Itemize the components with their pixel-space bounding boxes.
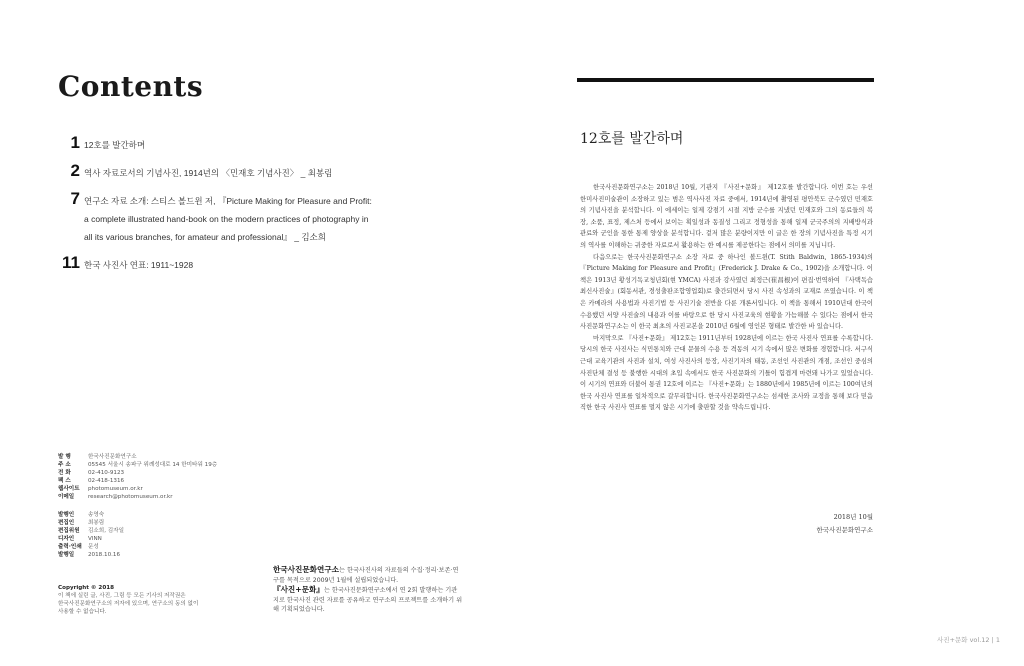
colophon-label: 발 행 <box>58 454 71 460</box>
colophon-value: 05545 서울시 송파구 위례성대로 14 한미타워 19층 <box>88 462 218 469</box>
colophon-label: 웹사이트 <box>58 486 80 493</box>
about-institute <box>273 565 463 615</box>
toc-title-continued: a complete illustrated hand-book on the modern practices of photography in <box>84 214 369 224</box>
toc-title: 역사 자료로서의 기념사진, 1914년의 〈민재호 기념사진〉 _ 최봉림 <box>84 168 333 178</box>
colophon-label: 발행일 <box>58 552 75 559</box>
colophon-label: 전 화 <box>58 470 71 477</box>
colophon-value: 김소희, 김자일 <box>88 527 124 534</box>
toc-number: 7 <box>70 189 80 208</box>
copyright-line: 한국사진문화연구소의 저자에 있으며, 연구소의 동의 없이 <box>58 601 199 607</box>
page-footer: 사진+문화 vol.12 | 1 <box>936 636 1000 644</box>
colophon-row <box>58 461 217 469</box>
toc-entry[interactable] <box>58 253 478 274</box>
copyright-line: 사용할 수 없습니다. <box>58 609 107 615</box>
title-rule <box>577 78 874 82</box>
website-link[interactable]: photomuseum.or.kr <box>88 486 143 493</box>
colophon-row <box>58 551 217 559</box>
colophon-row <box>58 493 217 501</box>
article-date: 2018년 10월 <box>833 513 873 521</box>
paragraph: 다음으로는 한국사진문화연구소 소장 자료 중 하나인 볼드윈(T. Stith Baldwin, 1865-1934)의 『Picture Making for Pleasure and Profit』(Frederick J. Drake & Co., 1902)을 소개합니다. 이 책은 1913년 황성기독교청년회(현 YMCA) 사진과 강사였던 최정근(崔昌根)이 편집·번역하여 『사택독습최신사진술』(회동서관, 경성출판조합영업회)로 출간되면서 당시 사진 속성과의 교재로 쓰였습니다. 이 책은 카메라의 사용법과 사진기법 등 사진기술 전반을 다룬 개론서입니다. 이 책을 통해서 1910년대 한국이 수용했던 서양 사진술의 내용과 이를 바탕으로 한 당시 사진교육의 현황을 가늠해볼 수 있다는 점에서 한국사진문화연구소는 이 한국 최초의 사진교본을 2010년 6월에 영인본 형태로 발간한 바 있습니다. <box>580 253 873 331</box>
colophon-row <box>58 485 217 493</box>
email-link[interactable]: research@photomuseum.or.kr <box>88 494 173 501</box>
contents-title: Contents <box>58 70 204 103</box>
toc-entry[interactable] <box>58 189 478 246</box>
colophon-row <box>58 519 217 527</box>
colophon-row <box>58 511 217 519</box>
toc-entry[interactable] <box>58 161 478 182</box>
toc-title: 한국 사진사 연표: 1911~1928 <box>84 260 194 270</box>
colophon-value: 문성 <box>88 543 99 550</box>
colophon-row <box>58 527 217 535</box>
copyright-heading: Copyright © 2018 <box>58 585 114 591</box>
colophon-label: 팩 스 <box>58 478 71 485</box>
colophon-label: 이메일 <box>58 494 75 501</box>
colophon-label: 주 소 <box>58 462 71 469</box>
paragraph: 마지막으로 『사진+문화』 제12호는 1911년부터 1928년에 이르는 한국 사진사 연표를 수록합니다. 당시의 한국 사진사는 식민통치와 근대 문물의 수용 등 격동의 시기 속에서 많은 변화를 경험합니다. 서구식 근대 교육기관의 사진과 설치, 여성 사진사의 등장, 사진기자의 태동, 조선인 사진관의 개점, 조선인 중심의 사진단체 결성 등 불행한 시대의 초입 속에서도 한국 사진문화의 기틀이 힘겹게 마련돼 나가고 있었습니다. 이 시기의 연표와 더불어 통권 12호에 이르는 『사진+문화』는 1880년에서 1985년에 이르는 100여년의 한국 사진사 연표를 일차적으로 갈무리합니다. 한국사진문화연구소는 섬세한 조사와 교정을 통해 보다 믿음직한 한국 사진사 연표를 멀지 않은 시기에 출판할 것을 약속드립니다. <box>580 334 873 412</box>
colophon-value: 02-410-9123 <box>88 470 125 477</box>
colophon-value: 02-418-1316 <box>88 478 125 485</box>
institute-description: 는 한국사진사의 자료들의 수집·정리·보존·연구를 목적으로 2009년 1월에 설립되었습니다. <box>273 567 459 584</box>
toc-number: 2 <box>70 161 80 180</box>
colophon-label: 출력·인쇄 <box>58 543 82 550</box>
toc-title: 연구소 자료 소개: 스티스 볼드윈 저, 『Picture Making for Pleasure and Profit: <box>84 196 372 206</box>
colophon-label: 디자인 <box>58 535 75 542</box>
right-page <box>512 0 1024 666</box>
article-signature: 한국사진문화연구소 <box>816 526 873 534</box>
about-institute-text <box>273 565 463 585</box>
colophon-value: 최봉림 <box>88 519 105 526</box>
article-body <box>580 182 873 414</box>
colophon <box>58 453 217 559</box>
colophon-value: 송영숙 <box>88 511 105 518</box>
institute-name: 한국사진문화연구소 <box>273 565 340 574</box>
magazine-name: 『사진+문화』 <box>273 585 324 595</box>
colophon-value: 2018.10.16 <box>88 552 121 559</box>
toc-title: 12호를 발간하며 <box>84 140 146 150</box>
colophon-value: VINN <box>88 535 102 542</box>
colophon-label: 편집위원 <box>58 527 80 534</box>
article-title: 12호를 발간하며 <box>580 131 684 147</box>
table-of-contents <box>58 133 478 284</box>
toc-number: 1 <box>70 133 80 152</box>
toc-title-continued: all its various branches, for amateur and professional』 _ 김소희 <box>84 232 326 242</box>
colophon-row <box>58 535 217 543</box>
colophon-row <box>58 543 217 551</box>
toc-number: 11 <box>62 253 80 272</box>
copyright-line: 이 책에 실린 글, 사진, 그림 등 모든 기사의 저작권은 <box>58 593 186 599</box>
toc-entry[interactable] <box>58 133 478 154</box>
paragraph: 한국사진문화연구소는 2018년 10월, 기관지 『사진+문화』 제12호를 발간합니다. 이번 호는 우선 한미사진미술관이 소장하고 있는 범은 역사사진 자료 중에서, 1914년에 촬영된 평안북도 군수였던 민재호의 기념사진을 분석합니다. 이 에세이는 일제 강점기 시절 지방 군수를 지냈던 민재호와 그의 동료들의 복장, 소품, 표정, 제스처 등에서 보이는 획일성과 동질성 그리고 정형성을 통해 일제 군국주의의 지배방식과 관료와 군인을 통한 통제 양상을 분석합니다. 겉저 많은 분량이지만 이 글은 한 장의 기념사진을 특정 시기의 역사를 이해하는 귀중한 자료로서 활용하는 한 예시를 제공한다는 점에서 의미를 지닙니다. <box>580 184 873 249</box>
about-magazine-text <box>273 585 463 615</box>
colophon-value: 한국사진문화연구소 <box>88 454 137 460</box>
magazine-description: 는 한국사진문화연구소에서 연 2회 발행하는 기관지로 한국사진 관련 자료를 공유하고 연구소의 프로젝트를 소개하기 위해 기획되었습니다. <box>273 587 463 614</box>
colophon-row <box>58 469 217 477</box>
copyright-notice <box>58 584 248 616</box>
colophon-label: 편집인 <box>58 519 75 526</box>
colophon-row <box>58 477 217 485</box>
colophon-row <box>58 453 217 461</box>
colophon-label: 발행인 <box>58 511 75 518</box>
